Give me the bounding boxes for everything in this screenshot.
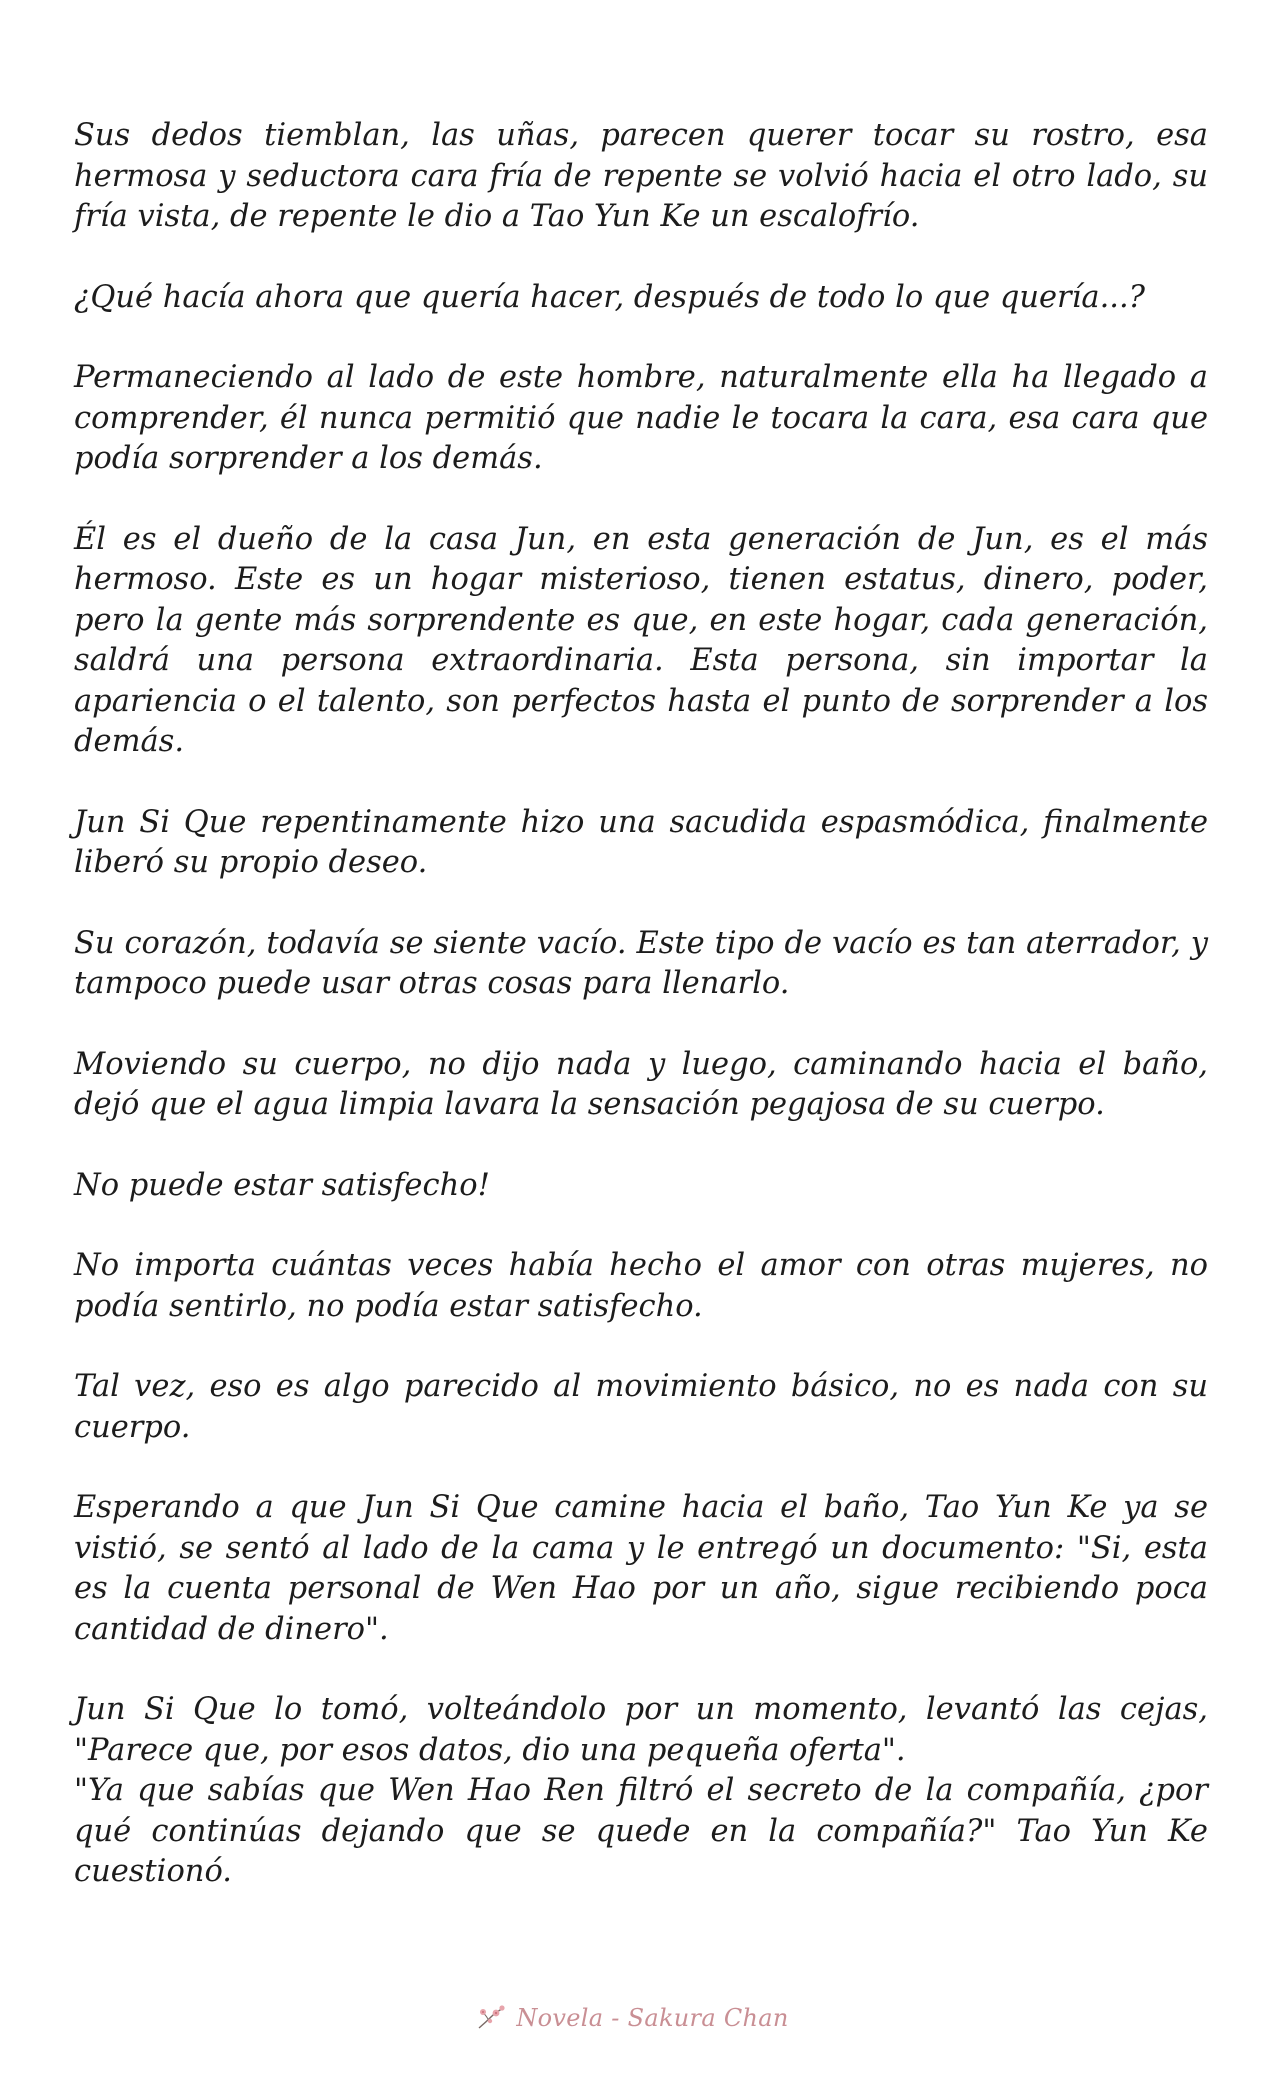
novel-text xyxy=(74,116,1208,1933)
paragraph-9: No importa cuántas veces había hecho el amor con otras mujeres, no podía sentirlo, no podía estar satisfecho. xyxy=(74,1248,1208,1324)
paragraph-2: ¿Qué hacía ahora que quería hacer, después de todo lo que quería...? xyxy=(74,279,1146,315)
footer-watermark xyxy=(0,1998,1275,2038)
paragraph-5: Jun Si Que repentinamente hizo una sacudida espasmódica, finalmente liberó su propio deseo. xyxy=(74,804,1208,880)
paragraph-7: Moviendo su cuerpo, no dijo nada y luego, caminando hacia el baño, dejó que el agua limpia lavara la sensación pegajosa de su cuerpo. xyxy=(74,1046,1208,1122)
paragraph-8: No puede estar satisfecho! xyxy=(74,1167,490,1203)
paragraph-6: Su corazón, todavía se siente vacío. Este tipo de vacío es tan aterrador, y tampoco puede usar otras cosas para llenarlo. xyxy=(74,925,1208,1001)
watermark-text: Novela - Sakura Chan xyxy=(516,2004,789,2032)
paragraph-4: Él es el dueño de la casa Jun, en esta generación de Jun, es el más hermoso. Este es un hogar misterioso, tienen estatus, dinero, poder, pero la gente más sorprendente es que, en este hogar, cada generación, saldrá una persona extraordinaria. Esta persona, sin importar la apariencia o el talento, son perfectos hasta el punto de sorprender a los demás. xyxy=(74,521,1208,759)
paragraph-3: Permaneciendo al lado de este hombre, naturalmente ella ha llegado a comprender, él nunca permitió que nadie le tocara la cara, esa cara que podía sorprender a los demás. xyxy=(74,360,1208,476)
paragraph-11: Esperando a que Jun Si Que camine hacia el baño, Tao Yun Ke ya se vistió, se sentó al lado de la cama y le entregó un documento: "Si, esta es la cuenta personal de Wen Hao por un año, sigue recibiendo poca cantidad de dinero". xyxy=(74,1490,1208,1647)
paragraph-13: "Ya que sabías que Wen Hao Ren filtró el secreto de la compañía, ¿por qué continúas dejando que se quede en la compañía?" Tao Yun Ke cuestionó. xyxy=(74,1773,1208,1889)
cherry-blossom-icon xyxy=(476,2004,506,2032)
paragraph-1: Sus dedos tiemblan, las uñas, parecen querer tocar su rostro, esa hermosa y seductora cara fría de repente se volvió hacia el otro lado, su fría vista, de repente le dio a Tao Yun Ke un escalofrío. xyxy=(74,118,1208,234)
watermark-group xyxy=(476,2004,788,2032)
paragraph-12: Jun Si Que lo tomó, volteándolo por un momento, levantó las cejas, "Parece que, por esos datos, dio una pequeña oferta". xyxy=(74,1692,1208,1768)
paragraph-10: Tal vez, eso es algo parecido al movimiento básico, no es nada con su cuerpo. xyxy=(74,1369,1208,1445)
